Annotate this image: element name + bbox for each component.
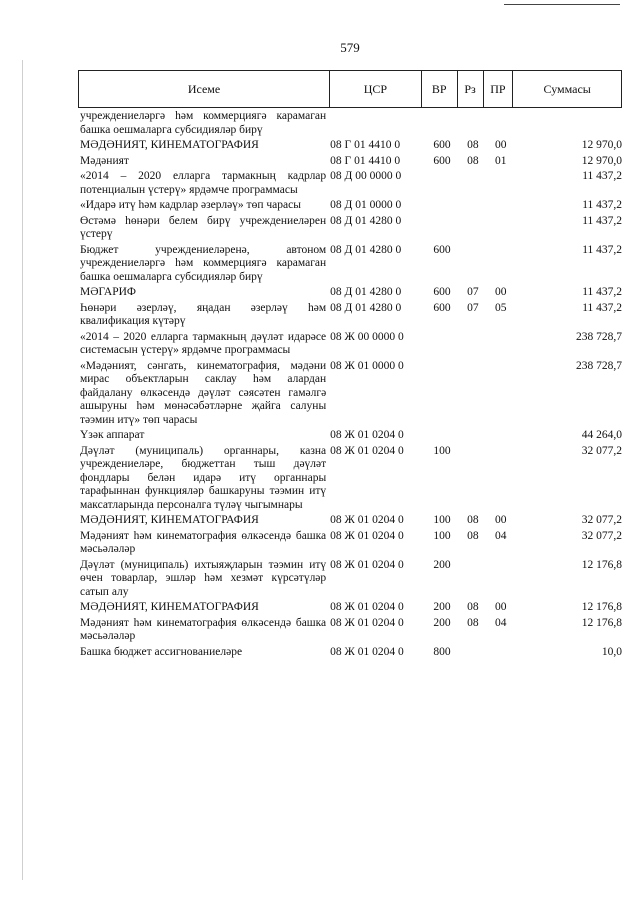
row-vr	[433, 360, 467, 428]
row-csr: 08 Ж 01 0204 0	[330, 558, 404, 571]
row-rz: 08	[467, 514, 479, 526]
row-rz	[467, 360, 495, 428]
row-name: учреждениеләргә һәм коммерциягә карамаган башка оешмаларга субсидияләр бирү	[80, 110, 327, 136]
table-row	[80, 559, 622, 600]
row-name: МӘДӘНИЯТ, КИНЕМАТОГРАФИЯ	[80, 601, 259, 613]
row-name: Мәдәният һәм кинематография өлкәсендә башка мәсьәләләр	[80, 529, 327, 555]
row-vr	[433, 199, 467, 213]
row-vr: 800	[433, 645, 451, 658]
row-pr: 04	[494, 616, 507, 629]
header-pr: ПР	[484, 71, 514, 107]
row-rz	[467, 244, 495, 285]
row-pr	[495, 110, 525, 137]
header-sum: Суммасы	[543, 81, 591, 96]
row-rz: 08	[467, 529, 479, 542]
table-row	[80, 445, 622, 513]
row-name: МӘДӘНИЯТ, КИНЕМАТОГРАФИЯ	[80, 514, 259, 526]
row-sum	[525, 110, 622, 137]
row-name: Башка бюджет ассигнованиеләре	[80, 645, 243, 658]
row-sum: 11 437,2	[582, 199, 623, 211]
row-pr: 00	[494, 139, 507, 151]
row-pr: 05	[494, 301, 507, 314]
table-body	[80, 110, 622, 661]
row-sum: 32 077,2	[581, 514, 623, 526]
row-rz	[467, 429, 495, 443]
table-header	[78, 70, 622, 108]
row-csr: 08 Г 01 4410 0	[330, 139, 401, 151]
row-csr: 08 Ж 00 0000 0	[330, 330, 404, 343]
row-vr: 200	[433, 601, 451, 613]
row-vr: 600	[433, 139, 451, 151]
row-pr: 00	[494, 601, 507, 613]
row-pr	[495, 559, 525, 600]
row-name: «2014 – 2020 елларга тармакның дәүләт идарәсе системасын үстерү» ярдәмче программасы	[80, 330, 327, 356]
table-row	[80, 199, 622, 213]
row-name: МӘДӘНИЯТ, КИНЕМАТОГРАФИЯ	[80, 139, 259, 151]
row-csr: 08 Д 01 4280 0	[330, 243, 402, 256]
header-csr: ЦСР	[330, 71, 422, 107]
row-rz	[467, 559, 495, 600]
row-rz: 08	[467, 601, 479, 613]
row-name: Һөнәри әзерләү, яңадан әзерләү һәм квалификация күтәрү	[80, 301, 327, 327]
row-sum: 11 437,2	[582, 170, 623, 182]
row-vr: 100	[433, 529, 451, 542]
row-sum: 11 437,2	[582, 301, 623, 314]
row-sum: 12 176,8	[581, 616, 623, 629]
table-row	[80, 646, 622, 660]
row-pr	[495, 199, 525, 213]
table-row	[80, 601, 622, 615]
row-csr: 08 Ж 01 0204 0	[330, 601, 404, 613]
row-csr: 08 Ж 01 0204 0	[330, 645, 404, 658]
row-name: Үзәк аппарат	[80, 429, 145, 441]
row-pr	[495, 331, 525, 358]
row-csr: 08 Ж 01 0204 0	[330, 429, 404, 441]
row-rz: 08	[467, 616, 479, 629]
row-csr	[330, 110, 433, 137]
row-vr: 600	[433, 243, 451, 256]
row-rz	[467, 445, 495, 513]
row-name: МӘГАРИФ	[80, 286, 137, 298]
table-row	[80, 170, 622, 197]
row-name: Мәдәният һәм кинематография өлкәсендә башка мәсьәләләр	[80, 616, 327, 642]
table-row	[80, 429, 622, 443]
row-sum: 12 176,8	[581, 558, 623, 571]
row-pr	[495, 429, 525, 443]
row-pr: 04	[494, 529, 507, 542]
table-row	[80, 110, 622, 137]
page-number: 579	[340, 40, 360, 55]
row-csr: 08 Г 01 4410 0	[330, 154, 401, 167]
row-csr: 08 Д 00 0000 0	[330, 170, 402, 182]
row-rz: 07	[467, 301, 479, 314]
row-csr: 08 Д 01 4280 0	[330, 301, 402, 314]
table-row	[80, 514, 622, 528]
row-vr: 200	[433, 558, 451, 571]
row-sum: 32 077,2	[581, 529, 623, 542]
row-pr	[495, 646, 525, 660]
row-sum: 12 970,0	[581, 154, 623, 167]
table-row	[80, 302, 622, 329]
row-rz	[467, 110, 495, 137]
row-csr: 08 Д 01 4280 0	[330, 214, 402, 227]
table-row	[80, 331, 622, 358]
row-rz	[467, 199, 495, 213]
row-csr: 08 Ж 01 0204 0	[330, 529, 404, 542]
row-csr: 08 Ж 01 0204 0	[330, 616, 404, 629]
table-row	[80, 139, 622, 153]
row-sum: 238 728,7	[576, 359, 623, 372]
scan-margin-line	[22, 60, 23, 880]
row-sum: 238 728,7	[576, 330, 623, 343]
row-vr	[433, 110, 467, 137]
row-csr: 08 Ж 01 0000 0	[330, 359, 404, 372]
row-vr	[433, 215, 467, 242]
row-vr: 100	[433, 514, 451, 526]
table-row	[80, 286, 622, 300]
row-sum: 12 176,8	[581, 601, 623, 613]
header-name: Исеме	[79, 71, 330, 107]
row-sum: 11 437,2	[582, 243, 623, 256]
row-vr	[433, 170, 467, 197]
row-pr	[495, 445, 525, 513]
row-rz: 07	[467, 286, 479, 298]
header-rz: Рз	[458, 71, 484, 107]
table-row	[80, 155, 622, 169]
table-row	[80, 360, 622, 428]
row-vr: 600	[433, 301, 451, 314]
row-name: Дәүләт (муниципаль) органнары, казна учреждениеләре, бюджеттан тыш дәүләт фондлары белән идарә итү органнары тарафыннан функцияләр башкаруны тәэмин итү максатларында персоналга түләү чыгымнары	[80, 444, 327, 511]
row-name: Мәдәният	[80, 154, 129, 167]
row-sum: 32 077,2	[581, 444, 623, 457]
row-csr: 08 Ж 01 0204 0	[330, 514, 404, 526]
row-pr	[495, 360, 525, 428]
row-sum: 12 970,0	[581, 139, 623, 151]
row-name: Бюджет учреждениеләренә, автоном учреждениеләргә һәм коммерциягә карамаган башка оешмаларга субсидияләр бирү	[80, 243, 327, 283]
row-rz	[467, 646, 495, 660]
row-rz	[467, 170, 495, 197]
row-rz: 08	[467, 154, 479, 167]
row-sum: 11 437,2	[582, 214, 623, 227]
row-vr: 100	[433, 444, 451, 457]
top-rule	[504, 4, 620, 5]
table-row	[80, 530, 622, 557]
row-csr: 08 Ж 01 0204 0	[330, 444, 404, 457]
row-vr	[433, 429, 467, 443]
row-vr: 600	[433, 286, 451, 298]
row-pr: 00	[494, 286, 507, 298]
row-pr: 00	[494, 514, 507, 526]
table-row	[80, 244, 622, 285]
row-rz	[467, 331, 495, 358]
row-pr: 01	[494, 154, 507, 167]
table-row	[80, 215, 622, 242]
row-csr: 08 Д 01 4280 0	[330, 286, 402, 298]
row-csr: 08 Д 01 0000 0	[330, 199, 402, 211]
row-sum: 44 264,0	[581, 429, 623, 441]
header-vr: ВР	[422, 71, 458, 107]
row-vr: 600	[433, 154, 451, 167]
row-pr	[495, 170, 525, 197]
row-rz: 08	[467, 139, 479, 151]
row-name: «Идарә итү һәм кадрлар әзерләү» төп чарасы	[80, 199, 301, 211]
row-pr	[495, 244, 525, 285]
row-name: Дәүләт (муниципаль) ихтыяҗларын тәэмин итү өчен товарлар, эшләр һәм хезмәт күрсәтүләр сатып алу	[80, 558, 327, 598]
row-vr	[433, 331, 467, 358]
table-row	[80, 617, 622, 644]
row-rz	[467, 215, 495, 242]
row-pr	[495, 215, 525, 242]
row-name: «Мәдәният, сәнгать, кинематография, мәдәни мирас объектларын саклау һәм алардан файдалану өлкәсендә дәүләт сәясәтен гамәлгә ашыруны һәм мөнәсәбәтләрне җайга салуны тәэмин итү» төп чарасы	[80, 359, 327, 426]
row-vr: 200	[433, 616, 451, 629]
row-name: Өстәмә һөнәри белем бирү учреждениеләрен үстерү	[80, 214, 327, 240]
row-sum: 11 437,2	[582, 286, 623, 298]
row-name: «2014 – 2020 елларга тармакның кадрлар потенциалын үстерү» ярдәмче программасы	[80, 170, 327, 196]
row-sum: 10,0	[601, 645, 623, 658]
